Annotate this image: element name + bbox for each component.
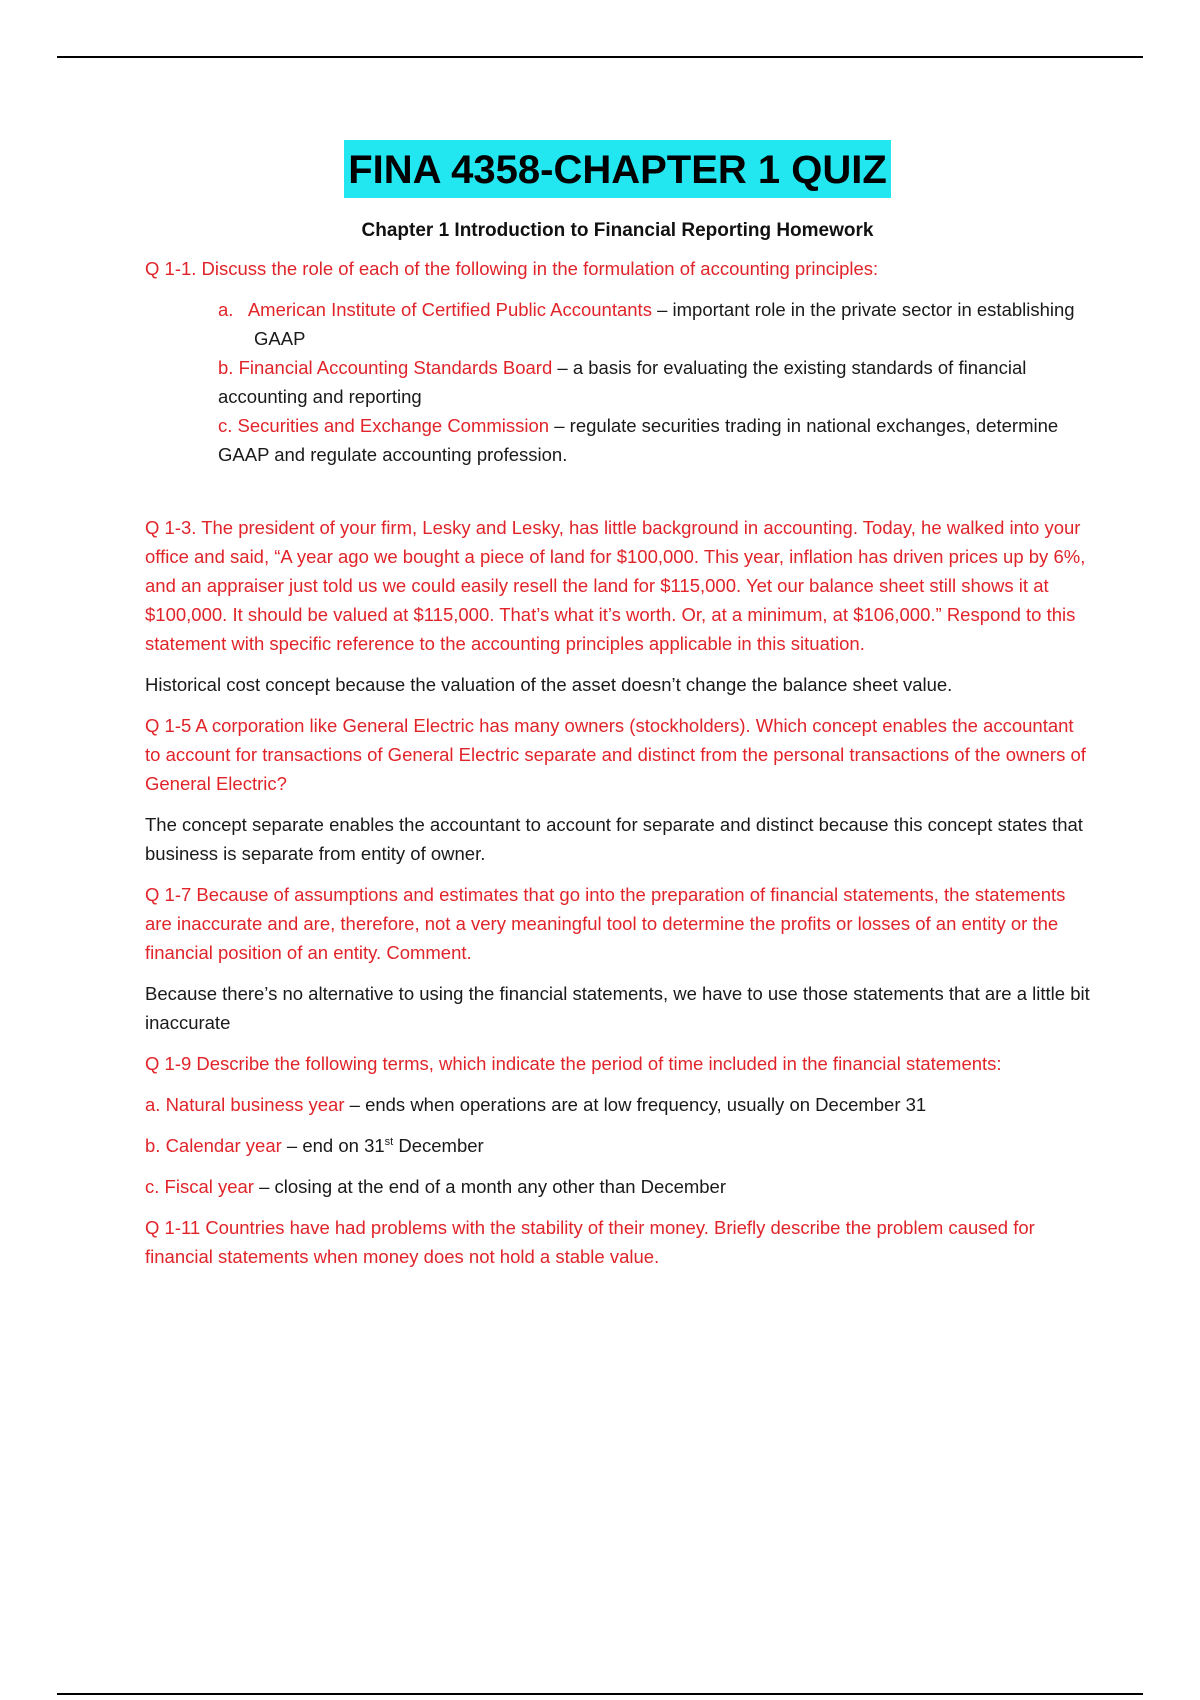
q1-9-item-c bbox=[145, 1172, 1090, 1201]
q1-9-item-b-answer-sup: st bbox=[384, 1135, 394, 1148]
q1-9-item-c-term: c. Fiscal year bbox=[145, 1176, 254, 1197]
q1-9-item-b bbox=[145, 1131, 1090, 1160]
top-rule bbox=[57, 56, 1143, 58]
question-1-3: Q 1-3. The president of your firm, Lesky and Lesky, has little background in accounting. Today, he walked into your office and said, “A year ago we bought a piece of land for $100,000. This year, inflation has driven prices up by 6%, and an appraiser just told us we could easily resell the land for $115,000. Yet our balance sheet still shows it at $100,000. It should be valued at $115,000. That’s what it’s worth. Or, at a minimum, at $106,000.” Respond to this statement with specific reference to the accounting principles applicable in this situation. bbox=[145, 517, 1086, 654]
question-1-1: Q 1-1. Discuss the role of each of the following in the formulation of accounting principles: bbox=[145, 258, 879, 279]
question-1-11: Q 1-11 Countries have had problems with the stability of their money. Briefly describe the problem caused for financial statements when money does not hold a stable value. bbox=[145, 1217, 1035, 1267]
q1-1-item-a-answer: – important role in the private sector in establishing GAAP bbox=[254, 299, 1075, 349]
q1-9-item-b-term: b. Calendar year bbox=[145, 1135, 282, 1156]
q1-9-item-a-answer: – ends when operations are at low frequency, usually on December 31 bbox=[344, 1094, 927, 1115]
q1-9-item-b-answer-post: December bbox=[393, 1135, 484, 1156]
q1-1-item-b-answer: – a basis for evaluating the existing standards of financial accounting and reporting bbox=[218, 357, 1027, 407]
q1-1-item-b bbox=[218, 353, 1090, 411]
q1-1-item-c-term: c. Securities and Exchange Commission bbox=[218, 415, 550, 436]
question-1-9: Q 1-9 Describe the following terms, which indicate the period of time included in the financial statements: bbox=[145, 1053, 1002, 1074]
q1-9-item-a bbox=[145, 1090, 1090, 1119]
q1-9-item-b-answer-pre: – end on 31 bbox=[281, 1135, 385, 1156]
q1-1-item-a bbox=[218, 295, 1090, 353]
answer-1-5: The concept separate enables the accountant to account for separate and distinct because this concept states that business is separate from entity of owner. bbox=[145, 814, 1083, 864]
answer-1-3: Historical cost concept because the valuation of the asset doesn’t change the balance sheet value. bbox=[145, 674, 953, 695]
q1-1-item-b-term: b. Financial Accounting Standards Board bbox=[218, 357, 553, 378]
question-1-5: Q 1-5 A corporation like General Electric has many owners (stockholders). Which concept enables the accountant to account for transactions of General Electric separate and distinct from the personal transactions of the owners of General Electric? bbox=[145, 715, 1086, 794]
q1-1-item-c-answer: – regulate securities trading in national exchanges, determine GAAP and regulate accounting profession. bbox=[218, 415, 1059, 465]
q1-1-item-c bbox=[218, 411, 1090, 469]
answer-1-7: Because there’s no alternative to using the financial statements, we have to use those statements that are a little bit inaccurate bbox=[145, 983, 1090, 1033]
q1-9-item-a-term: a. Natural business year bbox=[145, 1094, 345, 1115]
q1-9-item-c-answer: – closing at the end of a month any other than December bbox=[253, 1176, 727, 1197]
bottom-rule bbox=[57, 1693, 1143, 1695]
q1-1-item-a-term: a. American Institute of Certified Public Accountants bbox=[218, 299, 652, 320]
subtitle: Chapter 1 Introduction to Financial Reporting Homework bbox=[361, 220, 874, 241]
question-1-7: Q 1-7 Because of assumptions and estimates that go into the preparation of financial statements, the statements are inaccurate and are, therefore, not a very meaningful tool to determine the profits or losses of an entity or the financial position of an entity. Comment. bbox=[145, 884, 1066, 963]
document-body bbox=[145, 140, 1090, 1283]
page-title: FINA 4358-CHAPTER 1 QUIZ bbox=[344, 140, 891, 198]
